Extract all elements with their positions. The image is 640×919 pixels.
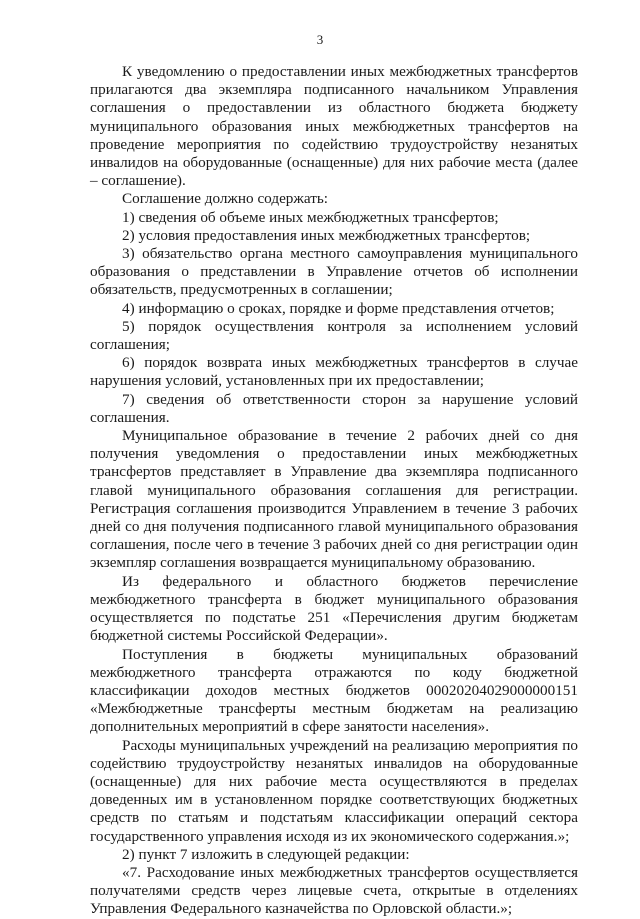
list-item-2: 2) условия предоставления иных межбюджетных трансфертов; — [122, 226, 531, 244]
paragraph-new-clause-7: «7. Расходование иных межбюджетных трансфертов осуществляется получателями средств через лицевые счета, открытые в отделениях Управления Федерального казначейства по Орловской области.»; — [90, 863, 578, 918]
list-item-7: 7) сведения об ответственности сторон за нарушение условий соглашения. — [90, 390, 578, 426]
paragraph-transfer: Из федерального и областного бюджетов перечисление межбюджетного трансферта в бюджет муниципального образования осуществляется по подстатье 251 «Перечисления другим бюджетам бюджетной системы Российской Федерации». — [90, 572, 578, 645]
list-item-5: 5) порядок осуществления контроля за исполнением условий соглашения; — [90, 317, 578, 354]
page-number: 3 — [316, 32, 324, 47]
paragraph-expenses: Расходы муниципальных учреждений на реализацию мероприятия по содействию трудоустройству незанятых инвалидов на оборудованные (оснащенные) для них рабочие места осуществляются в пределах доведенных им в установленном порядке соответствующих бюджетных средств по статьям и подстатьям классификации операций сектора государственного управления исходя из их экономического содержания.»; — [90, 736, 578, 845]
paragraph-agreement-contents-intro: Соглашение должно содержать: — [122, 190, 329, 208]
list-item-6: 6) порядок возврата иных межбюджетных трансфертов в случае нарушения условий, установленных при их предоставлении; — [90, 354, 578, 390]
document-body — [90, 63, 578, 919]
paragraph-notification-attachment: К уведомлению о предоставлении иных межбюджетных трансфертов прилагаются два экземпляра подписанного начальником Управления соглашения о предоставлении из областного бюджета бюджету муниципального образования иных межбюджетных трансфертов на проведение мероприятия по содействию трудоустройству незанятых инвалидов на оборудованные (оснащенные) для них рабочие места (далее – соглашение). — [90, 63, 578, 190]
list-item-1: 1) сведения об объеме иных межбюджетных трансфертов; — [122, 208, 499, 226]
paragraph-amendment-item-2: 2) пункт 7 изложить в следующей редакции: — [122, 845, 410, 863]
list-item-3: 3) обязательство органа местного самоуправления муниципального образования о представлении в Управление отчетов об исполнении обязательств, предусмотренных в соглашении; — [90, 245, 578, 299]
paragraph-revenue-code: Поступления в бюджеты муниципальных образований межбюджетного трансферта отражаются по коду бюджетной классификации доходов местных бюджетов 00020204029000000151 «Межбюджетные трансферты местным бюджетам на реализацию дополнительных мероприятий в сфере занятости населения». — [90, 645, 578, 736]
list-item-4: 4) информацию о сроках, порядке и форме представления отчетов; — [122, 299, 555, 317]
paragraph-registration: Муниципальное образование в течение 2 рабочих дней со дня получения уведомления о предоставлении иных межбюджетных трансфертов представляет в Управление два экземпляра подписанного главой муниципального образования соглашения для регистрации. Регистрация соглашения производится Управлением в течение 3 рабочих дней со дня получения подписанного главой муниципального образования соглашения, после чего в течение 3 рабочих дней со дня регистрации один экземпляр соглашения возвращается муниципальному образованию. — [90, 427, 578, 572]
